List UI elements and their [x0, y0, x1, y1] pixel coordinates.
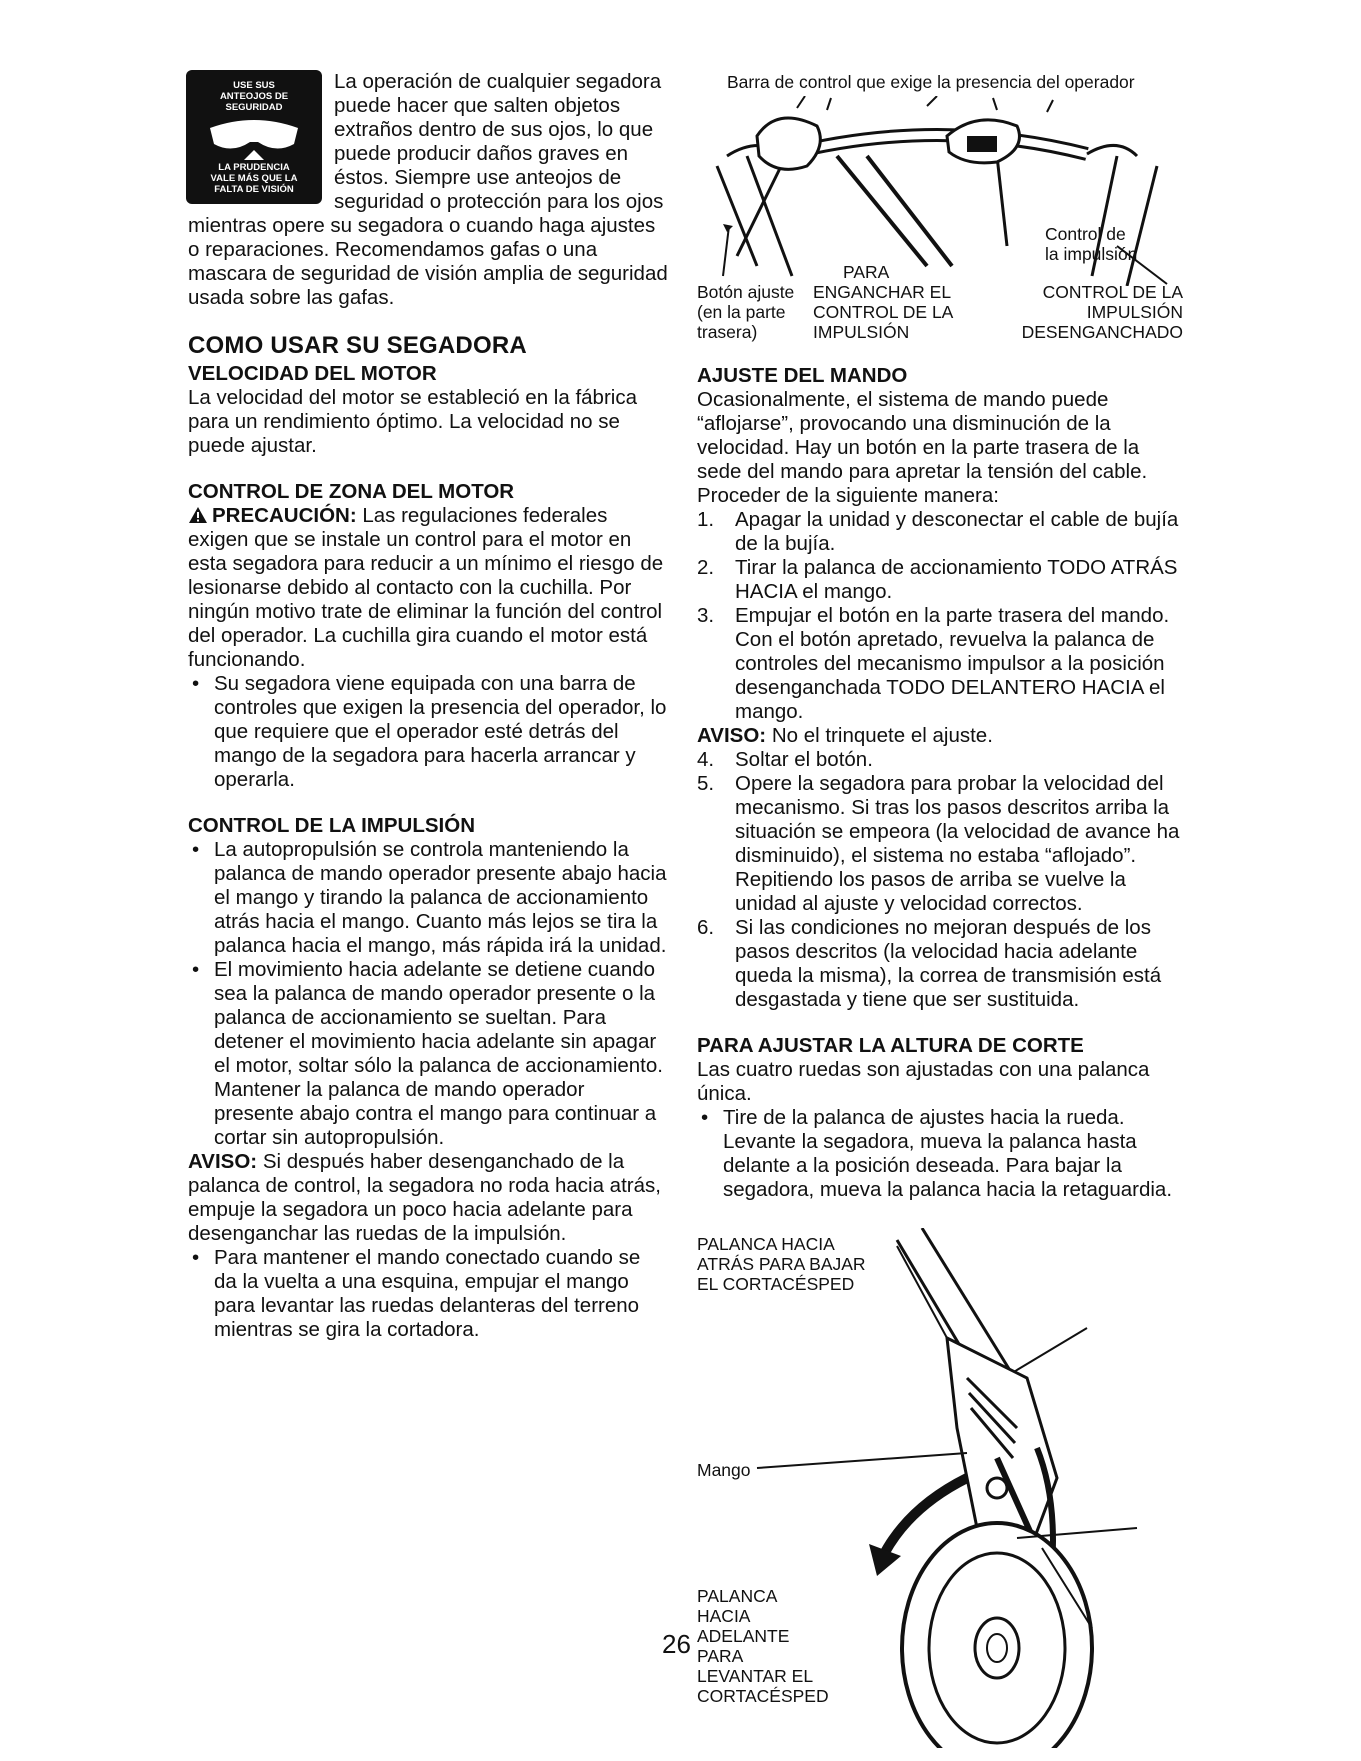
list-item: • La autopropulsión se controla manteniendo la palanca de mando operador presente abajo hacia el mango y tirando la palanca de accionamiento atrás hacia el mango. Cuanto más lejos se tira la palanca hacia el mango, más rápida irá la unidad.: [188, 838, 668, 958]
zone-control-list: [188, 672, 668, 792]
notice-label: AVISO:: [697, 724, 767, 747]
left-column: [188, 70, 668, 1342]
drive-adjust-steps: [697, 508, 1185, 724]
adjust-notice: [697, 724, 1185, 748]
disengaged-label: CONTROL DE LA IMPULSIÓN DESENGANCHADO: [1021, 282, 1183, 342]
caution-text: Las regulaciones federales exigen que se instale un control para el motor en esta segadora para reducir a un mínimo el riesgo de lesionarse debido al contacto con la cuchilla. Por ningún motivo trate de eliminar la función del control del operador. La cuchilla gira cuando el motor está funcionando.: [188, 504, 664, 671]
drive-adjust-heading: AJUSTE DEL MANDO: [697, 364, 908, 387]
drive-control-list-2: [188, 1246, 668, 1342]
lever-back-label: PALANCA HACIA ATRÁS PARA BAJAR EL CORTACÉSPED: [697, 1234, 866, 1294]
list-item: • Tire de la palanca de ajustes hacia la rueda. Levante la segadora, mueva la palanca hasta delante a la posición deseada. Para bajar la segadora, mueva la palanca hacia la retaguardia.: [697, 1106, 1185, 1202]
safety-glasses-icon: [204, 110, 304, 160]
cut-height-heading: PARA AJUSTAR LA ALTURA DE CORTE: [697, 1034, 1084, 1057]
operator-presence-figure: [697, 70, 1185, 352]
eye-protection-warning: [188, 70, 668, 310]
drive-control-list: [188, 838, 668, 1150]
drive-notice: [188, 1150, 668, 1246]
lever-forward-label: PALANCA HACIA ADELANTE PARA LEVANTAR EL CORTACÉSPED: [697, 1586, 829, 1706]
cut-height-figure: [697, 1228, 1185, 1748]
notice-label: AVISO:: [188, 1150, 258, 1173]
list-item: 2. Tirar la palanca de accionamiento TODO ATRÁS HACIA el mango.: [697, 556, 1178, 603]
list-item: • Su segadora viene equipada con una barra de controles que exigen la presencia del operador, lo que requiere que el operador esté detrás del mango de la segadora para hacerla arrancar y operarla.: [188, 672, 668, 792]
figure1-caption: Barra de control que exige la presencia del operador: [727, 72, 1135, 92]
caution-label: PRECAUCIÓN:: [212, 504, 357, 527]
list-item: 4. Soltar el botón.: [697, 748, 873, 771]
drive-adjust-steps-2: [697, 748, 1185, 1012]
adjust-button-label: Botón ajuste (en la parte trasera): [697, 282, 795, 342]
cut-height-list: [697, 1106, 1185, 1202]
engage-label: PARA ENGANCHAR EL CONTROL DE LA IMPULSIÓN: [813, 262, 954, 342]
cut-height-text: Las cuatro ruedas son ajustadas con una palanca única.: [697, 1058, 1150, 1105]
page-number: 26: [662, 1629, 691, 1659]
list-item: • Para mantener el mando conectado cuando se da la vuelta a una esquina, empujar el mango para levantar las ruedas delanteras del terreno mientras se gira la cortadora.: [188, 1246, 668, 1342]
handle-label: Mango: [697, 1460, 751, 1480]
list-item: 5. Opere la segadora para probar la velocidad del mecanismo. Si tras los pasos descritos arriba la situación se empeora (la velocidad de avance ha disminuido), el sistema no estaba “aflojado”. Repitiendo los pasos de arriba se vuelve la unidad al ajuste y velocidad correctos.: [697, 772, 1180, 915]
list-item: 6. Si las condiciones no mejoran después de los pasos descritos (la velocidad hacia adelante queda la misma), la correa de transmisión está desgastada y tiene que ser sustituida.: [697, 916, 1162, 1011]
right-column: [697, 70, 1185, 1748]
safety-glasses-badge: USE SUS ANTEOJOS DE SEGURIDAD LA PRUDENCIA VALE MÁS QUE LA FALTA DE VISIÓN: [186, 70, 322, 204]
caution-paragraph: [188, 504, 668, 672]
drive-adjust-text: Ocasionalmente, el sistema de mando puede “aflojarse”, provocando una disminución de la velocidad. Hay un botón en la parte trasera de la sede del mando para apretar la tensión del cable. Proceder de la siguiente manera:: [697, 388, 1148, 507]
engine-speed-text: La velocidad del motor se estableció en la fábrica para un rendimiento óptimo. La velocidad no se puede ajustar.: [188, 386, 637, 457]
notice-text: Si después haber desenganchado de la palanca de control, la segadora no roda hacia atrás, empuje la segadora un poco hacia adelante para desenganchar las ruedas de la impulsión.: [188, 1150, 661, 1245]
zone-control-heading: CONTROL DE ZONA DEL MOTOR: [188, 480, 515, 503]
warning-text: La operación de cualquier segadora puede hacer que salten objetos extraños dentro de sus ojos, lo que puede producir daños graves en éstos. Siempre use anteojos de seguridad o protección para los ojos mientras opere su segadora o cuando haga ajustes o reparaciones. Recomendamos gafas o una mascara de seguridad de visión amplia de seguridad usada sobre las gafas.: [188, 70, 668, 309]
notice-text: No el trinquete el ajuste.: [771, 724, 993, 747]
drive-control-label: Control de la impulsión: [1045, 224, 1138, 264]
warning-triangle-icon: [188, 506, 208, 524]
engine-speed-heading: VELOCIDAD DEL MOTOR: [188, 362, 437, 385]
list-item: 3. Empujar el botón en la parte trasera del mando. Con el botón apretado, revuelva la palanca de controles del mecanismo impulsor a la posición desenganchada TODO DELANTERO HACIA el mango.: [697, 604, 1170, 723]
list-item: 1. Apagar la unidad y desconectar el cable de bujía de la bujía.: [697, 508, 1179, 555]
list-item: • El movimiento hacia adelante se detiene cuando sea la palanca de mando operador presente o la palanca de accionamiento se sueltan. Para detener el movimiento hacia adelante sin apagar el motor, soltar sólo la palanca de accionamiento. Mantener la palanca de mando operador presente abajo contra el mango para continuar a cortar sin autopropulsión.: [188, 958, 668, 1150]
main-heading: COMO USAR SU SEGADORA: [188, 332, 527, 359]
drive-control-heading: CONTROL DE LA IMPULSIÓN: [188, 814, 475, 837]
